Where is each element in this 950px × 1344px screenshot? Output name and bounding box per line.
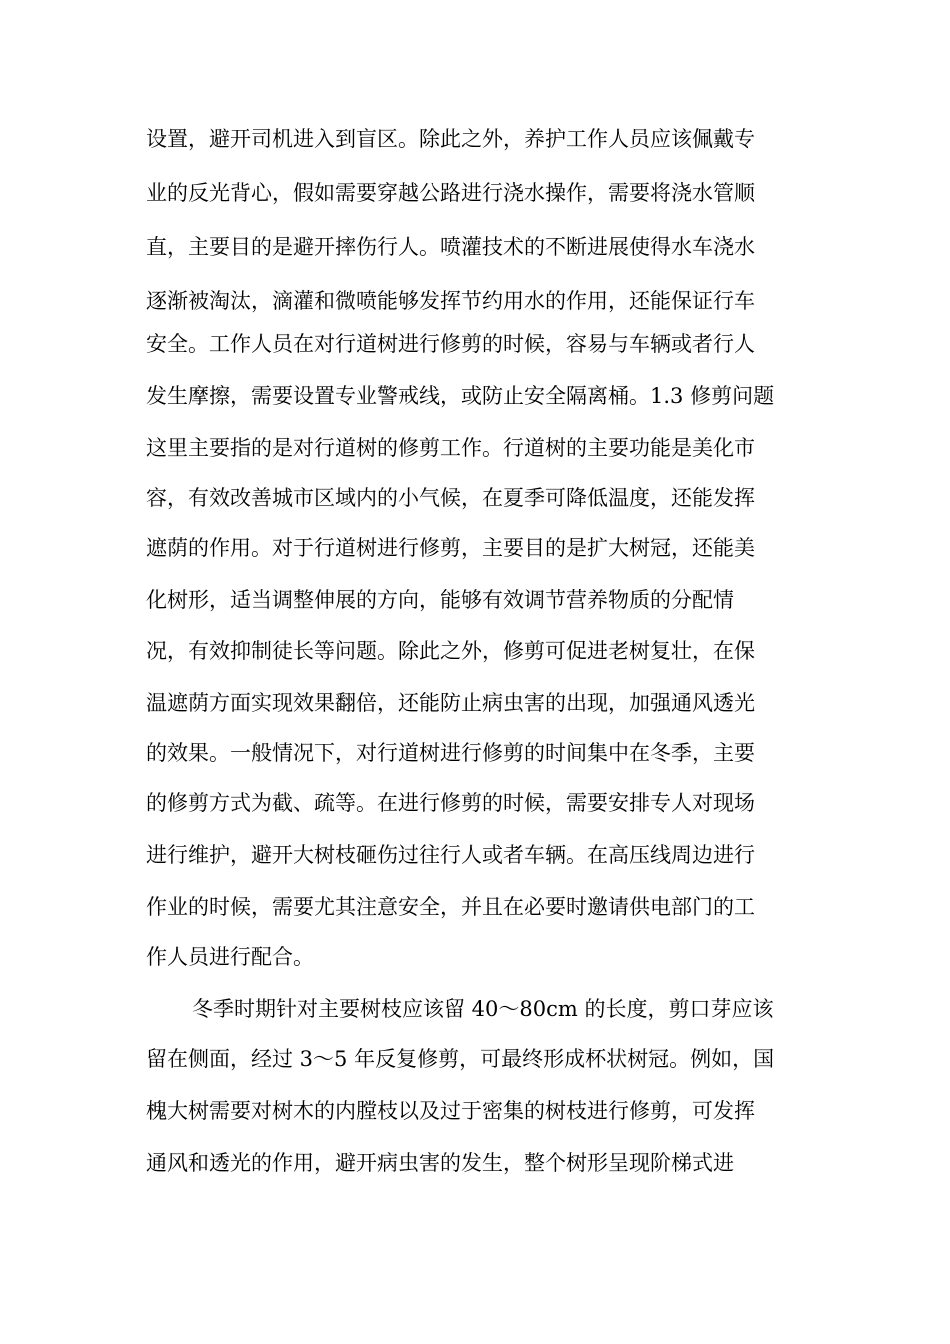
- paragraph-first-line: 冬季时期针对主要树枝应该留 40～80cm 的长度，剪口芽应该: [192, 997, 774, 1021]
- text-line: 通风和透光的作用，避开病虫害的发生，整个树形呈现阶梯式进: [146, 1151, 734, 1175]
- text-line: 业的反光背心，假如需要穿越公路进行浇水操作，需要将浇水管顺: [146, 181, 755, 205]
- text-line: 直，主要目的是避开摔伤行人。喷灌技术的不断进展使得水车浇水: [146, 235, 755, 259]
- text-line: 留在侧面，经过 3～5 年反复修剪，可最终形成杯状树冠。例如，国: [146, 1047, 775, 1071]
- text-line: 作人员进行配合。: [146, 945, 314, 969]
- text-line: 况，有效抑制徒长等问题。除此之外，修剪可促进老树复壮，在保: [146, 639, 755, 663]
- text-line: 设置，避开司机进入到盲区。除此之外，养护工作人员应该佩戴专: [146, 127, 755, 151]
- text-line: 温遮荫方面实现效果翻倍，还能防止病虫害的出现，加强通风透光: [146, 691, 755, 715]
- text-line: 的修剪方式为截、疏等。在进行修剪的时候，需要安排专人对现场: [146, 791, 755, 815]
- text-line: 这里主要指的是对行道树的修剪工作。行道树的主要功能是美化市: [146, 436, 755, 460]
- text-line: 化树形，适当调整伸展的方向，能够有效调节营养物质的分配情: [146, 588, 734, 612]
- text-line: 的效果。一般情况下，对行道树进行修剪的时间集中在冬季，主要: [146, 741, 755, 765]
- text-line: 槐大树需要对树木的内膛枝以及过于密集的树枝进行修剪，可发挥: [146, 1099, 755, 1123]
- text-line: 逐渐被淘汰，滴灌和微喷能够发挥节约用水的作用，还能保证行车: [146, 289, 755, 313]
- text-line: 遮荫的作用。对于行道树进行修剪，主要目的是扩大树冠，还能美: [146, 536, 755, 560]
- text-line: 进行维护，避开大树枝砸伤过往行人或者车辆。在高压线周边进行: [146, 843, 755, 867]
- text-line: 容，有效改善城市区域内的小气候，在夏季可降低温度，还能发挥: [146, 486, 755, 510]
- text-line: 安全。工作人员在对行道树进行修剪的时候，容易与车辆或者行人: [146, 332, 755, 356]
- text-line: 作业的时候，需要尤其注意安全，并且在必要时邀请供电部门的工: [146, 895, 755, 919]
- text-line: 发生摩擦，需要设置专业警戒线，或防止安全隔离桶。1.3 修剪问题: [146, 384, 775, 408]
